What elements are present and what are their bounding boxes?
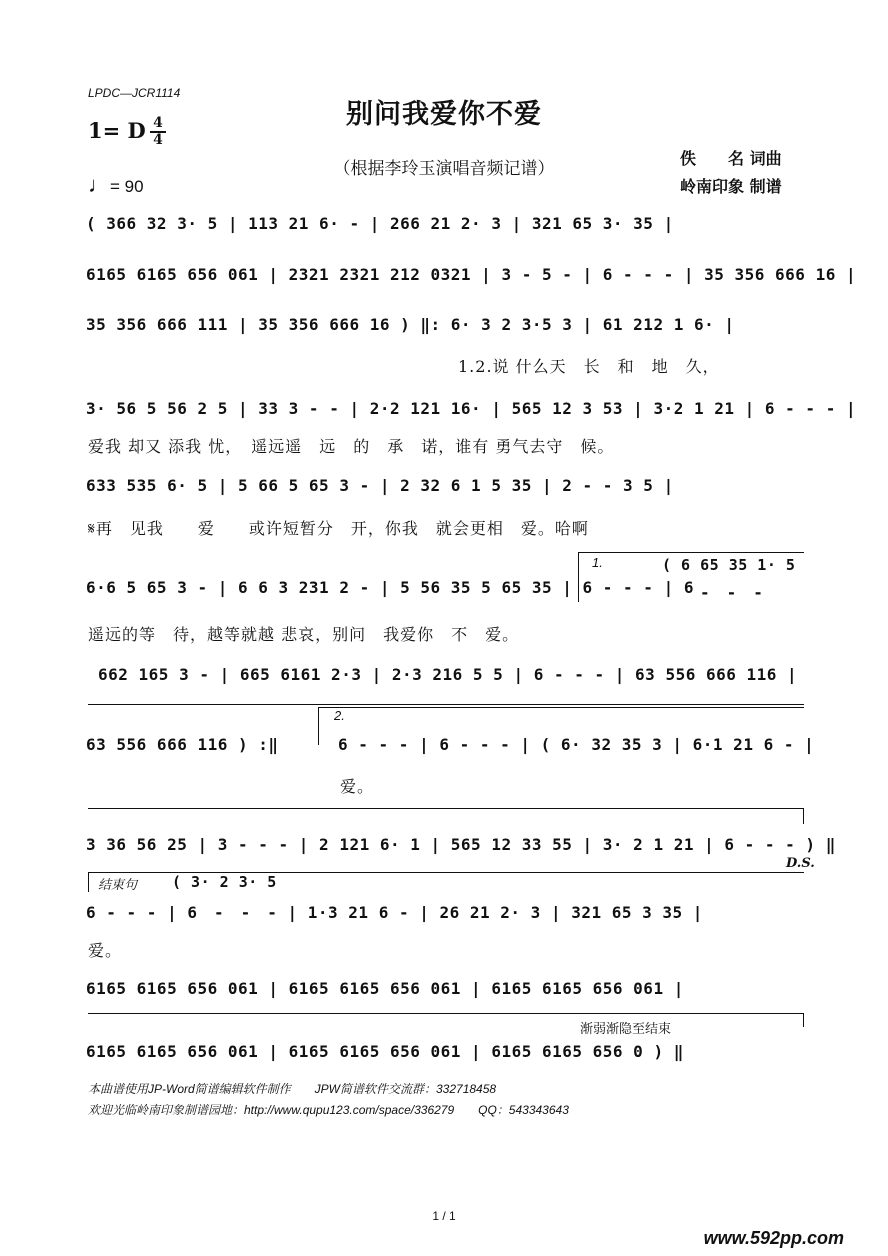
staff-row-1: ( 366 32 3· 5 | 113 21 6· - | 266 21 2· 3 | 321 65 3· 35 |	[86, 214, 674, 233]
ds-marking: D.S.	[786, 856, 815, 871]
lyrics-row-10: 爱。	[88, 941, 123, 960]
staff-row-9: 3 36 56 25 | 3 - - - | 2 121 6· 1 | 565 12 33 55 | 3· 2 1 21 | 6 - - - ) ‖	[86, 835, 836, 854]
staff-line-8	[88, 808, 804, 809]
staff-row-4: 3· 56 5 56 2 5 | 33 3 - - | 2·2 121 16· | 565 12 3 53 | 3·2 1 21 | 6 - - - |	[86, 399, 857, 418]
staff-row-3: 35 356 666 111 | 35 356 666 16 ) ‖: 6· 3 2 3·5 3 | 61 212 1 6· |	[86, 315, 735, 334]
staff-row-7: 662 165 3 - | 665 6161 2·3 | 2·3 216 5 5 | 6 - - - | 63 556 666 116 |	[98, 665, 798, 684]
key-signature: 1= D	[88, 118, 146, 143]
staff-line-11	[88, 1013, 804, 1014]
coda-label: 结束句	[98, 877, 138, 892]
page-number: 1 / 1	[432, 1209, 456, 1223]
quarter-note-icon: ♩	[88, 172, 110, 197]
staff-row-11: 6165 6165 656 061 | 6165 6165 656 061 | 6165 6165 656 061 |	[86, 979, 684, 998]
coda-notes: ( 3· 2 3· 5	[172, 873, 277, 891]
page-title: 别问我爱你不爱	[346, 99, 542, 130]
time-signature	[148, 116, 168, 148]
time-signature-top: 4	[153, 115, 163, 131]
credit-score: 岭南印象 制谱	[680, 177, 782, 196]
fade-out-marking: 渐弱渐隐至结束	[580, 1021, 672, 1036]
site-watermark: www.592pp.com	[703, 1228, 844, 1248]
volta-1-label: 1.	[592, 555, 603, 570]
lyrics-row-8: 爱。	[340, 777, 375, 796]
staff-line-8-end	[803, 808, 804, 824]
staff-row-2: 6165 6165 656 061 | 2321 2321 212 0321 | 3 - 5 - | 6 - - - | 35 356 666 16 |	[86, 265, 857, 284]
credit-words: 佚 名 词曲	[680, 149, 782, 168]
tempo-value: = 90	[110, 177, 144, 196]
footer-line-1: 本曲谱使用JP-Word简谱编辑软件制作 JPW简谱软件交流群：332718458	[88, 1082, 497, 1096]
staff-row-8: 63 556 666 116 ) :‖	[86, 735, 279, 754]
lyrics-row-3: 1.2.说 什么天 长 和 地 久，	[458, 357, 720, 376]
staff-row-6: 6·6 5 65 3 - | 6 6 3 231 2 - | 5 56 35 5 65 35 | 6 - - - | 6	[86, 578, 694, 597]
lyrics-row-6: 遥远的等 待，越等就越 悲哀，别问 我爱你 不 爱。	[88, 625, 520, 644]
score-code: LPDC—JCR1114	[88, 86, 181, 100]
lyrics-row-5	[88, 516, 589, 539]
staff-line-11-end	[803, 1013, 804, 1027]
volta-1-tail: - - -	[700, 583, 764, 602]
volta-2-bracket	[318, 707, 804, 708]
tempo-marking	[88, 172, 144, 198]
staff-row-5: 633 535 6· 5 | 5 66 5 65 3 - | 2 32 6 1 5 35 | 2 - - 3 5 |	[86, 476, 674, 495]
volta-1-notes: ( 6 65 35 1· 5	[662, 556, 796, 574]
staff-row-10: 6 - - - | 6 - - - | 1·3 21 6 - | 26 21 2· 3 | 321 65 3 35 |	[86, 903, 703, 922]
lyrics-row-5-text: 再 见我 爱 或许短暂分 开，你我 就会更相 爱。哈啊	[95, 519, 589, 538]
coda-bracket-start	[88, 872, 89, 892]
volta-2-label: 2.	[334, 708, 345, 723]
volta-1-bracket	[578, 552, 804, 553]
volta-2-start	[318, 707, 319, 745]
staff-line-7	[88, 704, 804, 705]
footer-line-2: 欢迎光临岭南印象制谱园地：http://www.qupu123.com/space/336279 QQ：543343643	[88, 1103, 569, 1117]
time-signature-bottom: 4	[153, 132, 163, 148]
segno-icon: 𝄋	[88, 519, 96, 538]
staff-row-8-b: 6 - - - | 6 - - - | ( 6· 32 35 3 | 6·1 21 6 - |	[338, 735, 815, 754]
staff-row-12: 6165 6165 656 061 | 6165 6165 656 061 | 6165 6165 656 0 ) ‖	[86, 1042, 684, 1061]
lyrics-row-4: 爱我 却又 添我 忧， 遥远遥 远 的 承 诺，谁有 勇气去守 候。	[88, 437, 615, 456]
subtitle: （根据李玲玉演唱音频记谱）	[333, 159, 555, 179]
